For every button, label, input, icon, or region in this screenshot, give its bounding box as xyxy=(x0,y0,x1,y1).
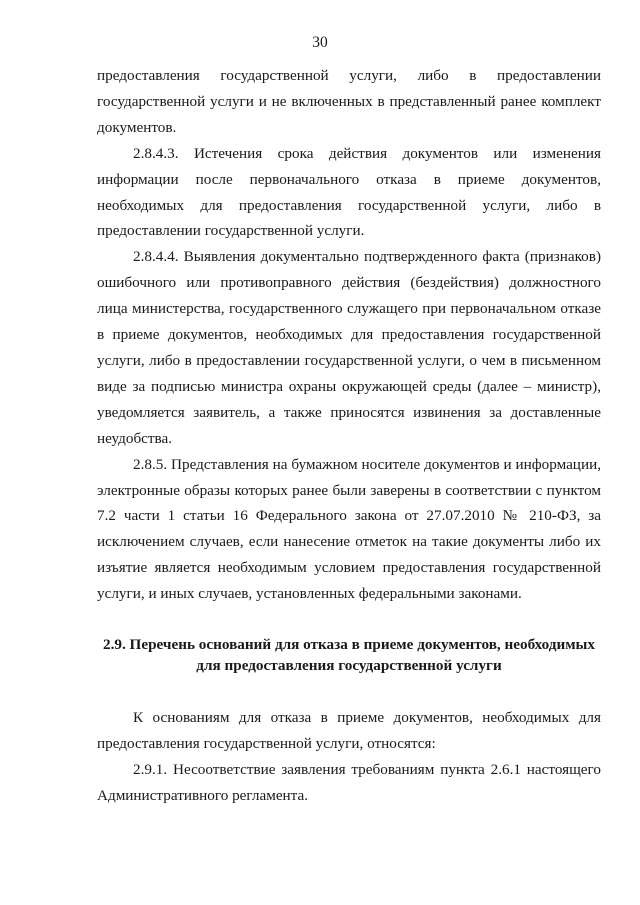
paragraph-2-9-intro: К основаниям для отказа в приеме документов, необходимых для предоставления государственной услуги, относятся: xyxy=(97,709,601,752)
paragraph-2-8-4-4: 2.8.4.4. Выявления документально подтвержденного факта (признаков) ошибочного или противоправного действия (бездействия) должностного лица министерства, государственного служащего при первоначальном отказе в приеме документов, необходимых для предоставления государственной услуги, либо в предоставлении государственной услуги, о чем в письменном виде за подписью министра охраны окружающей среды (далее – министр), уведомляется заявитель, а также приносятся извинения за доставленные неудобства. xyxy=(97,248,601,447)
paragraph-continuation: предоставления государственной услуги, либо в предоставлении государственной услуги и не включенных в представленный ранее комплект документов. xyxy=(97,67,601,136)
section-heading-line-1: 2.9. Перечень оснований для отказа в приеме документов, необходимых xyxy=(102,636,596,654)
section-heading-2-9 xyxy=(97,634,601,676)
paragraph-2-8-4-3: 2.8.4.3. Истечения срока действия документов или изменения информации после первоначального отказа в приеме документов, необходимых для предоставления государственной услуги, либо в предоставлении государственной услуги. xyxy=(97,144,601,240)
document-body xyxy=(97,63,601,809)
paragraph-2-9-1: 2.9.1. Несоответствие заявления требованиям пункта 2.6.1 настоящего Административного регламента. xyxy=(97,760,601,804)
page-number: 30 xyxy=(312,34,328,51)
paragraph-2-8-5: 2.8.5. Представления на бумажном носителе документов и информации, электронные образы которых ранее были заверены в соответствии с пунктом 7.2 части 1 статьи 16 Федерального закона от 27.07.2010 № 210-ФЗ, за исключением случаев, если нанесение отметок на такие документы либо их изъятие является необходимым условием предоставления государственной услуги, и иных случаев, установленных федеральными законами. xyxy=(97,455,601,603)
section-heading-line-2: для предоставления государственной услуги xyxy=(196,657,502,675)
